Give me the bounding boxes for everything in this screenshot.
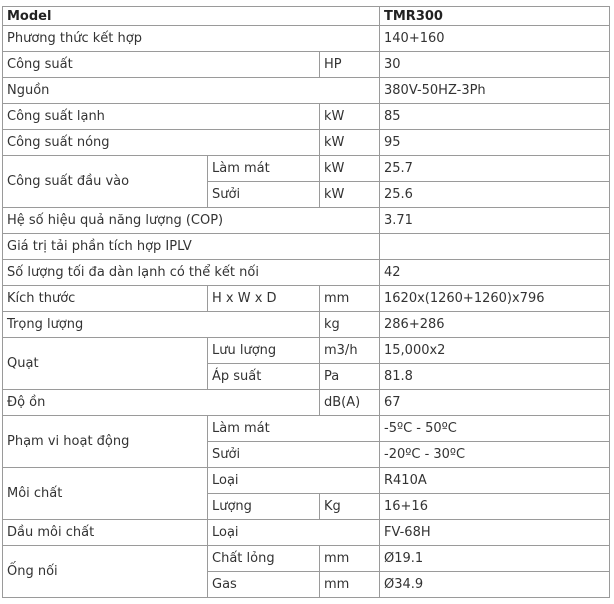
table-row [3, 260, 610, 286]
row-value: 1620x(1260+1260)x796 [380, 286, 610, 312]
row-sublabel: Lượng [208, 494, 320, 520]
header-model-label: Model [3, 7, 380, 26]
row-sublabel: Sưởi [208, 442, 380, 468]
row-sublabel: Chất lỏng [208, 546, 320, 572]
row-value [380, 234, 610, 260]
spec-table [2, 6, 610, 598]
row-label: Môi chất [3, 468, 208, 520]
row-value: 140+160 [380, 26, 610, 52]
row-label: Giá trị tải phần tích hợp IPLV [3, 234, 380, 260]
row-unit: Pa [320, 364, 380, 390]
row-value: -5ºC - 50ºC [380, 416, 610, 442]
table-row [3, 312, 610, 338]
table-row [3, 338, 610, 364]
row-sublabel: H x W x D [208, 286, 320, 312]
row-value: 380V-50HZ-3Ph [380, 78, 610, 104]
table-row [3, 286, 610, 312]
row-label: Số lượng tối đa dàn lạnh có thể kết nối [3, 260, 380, 286]
row-value: -20ºC - 30ºC [380, 442, 610, 468]
table-row [3, 416, 610, 442]
row-label: Công suất [3, 52, 320, 78]
row-label: Kích thước [3, 286, 208, 312]
row-unit: m3/h [320, 338, 380, 364]
table-row [3, 208, 610, 234]
row-unit: mm [320, 546, 380, 572]
table-row [3, 104, 610, 130]
spec-table-wrapper [2, 6, 610, 598]
table-row [3, 520, 610, 546]
row-unit: kW [320, 104, 380, 130]
row-value: 16+16 [380, 494, 610, 520]
table-row [3, 546, 610, 572]
row-label: Ống nối [3, 546, 208, 598]
table-row [3, 130, 610, 156]
row-sublabel: Lưu lượng [208, 338, 320, 364]
row-label: Công suất lạnh [3, 104, 320, 130]
row-unit: kg [320, 312, 380, 338]
table-row [3, 78, 610, 104]
row-sublabel: Làm mát [208, 416, 380, 442]
header-model-value: TMR300 [380, 7, 610, 26]
row-value: 67 [380, 390, 610, 416]
row-label: Phương thức kết hợp [3, 26, 380, 52]
row-value: FV-68H [380, 520, 610, 546]
table-row [3, 234, 610, 260]
row-unit: kW [320, 130, 380, 156]
row-label: Công suất đầu vào [3, 156, 208, 208]
row-value: 81.8 [380, 364, 610, 390]
row-unit: kW [320, 182, 380, 208]
row-sublabel: Làm mát [208, 156, 320, 182]
row-sublabel: Gas [208, 572, 320, 598]
table-row [3, 52, 610, 78]
row-value: Ø19.1 [380, 546, 610, 572]
row-label: Trọng lượng [3, 312, 320, 338]
row-label: Nguồn [3, 78, 380, 104]
table-row [3, 156, 610, 182]
row-value: 25.7 [380, 156, 610, 182]
row-value: 286+286 [380, 312, 610, 338]
row-label: Hệ số hiệu quả năng lượng (COP) [3, 208, 380, 234]
row-label: Dầu môi chất [3, 520, 208, 546]
header-row [3, 7, 610, 26]
row-label: Độ ồn [3, 390, 320, 416]
row-value: 15,000x2 [380, 338, 610, 364]
row-value: 85 [380, 104, 610, 130]
row-unit: Kg [320, 494, 380, 520]
row-value: R410A [380, 468, 610, 494]
row-value: 30 [380, 52, 610, 78]
row-value: 95 [380, 130, 610, 156]
table-row [3, 390, 610, 416]
row-sublabel: Sưởi [208, 182, 320, 208]
row-unit: mm [320, 286, 380, 312]
row-value: 3.71 [380, 208, 610, 234]
table-row [3, 26, 610, 52]
row-label: Phạm vi hoạt động [3, 416, 208, 468]
row-unit: mm [320, 572, 380, 598]
row-value: 42 [380, 260, 610, 286]
row-unit: kW [320, 156, 380, 182]
row-sublabel: Loại [208, 520, 380, 546]
row-label: Quạt [3, 338, 208, 390]
row-unit: HP [320, 52, 380, 78]
row-label: Công suất nóng [3, 130, 320, 156]
row-sublabel: Loại [208, 468, 380, 494]
table-row [3, 468, 610, 494]
row-value: 25.6 [380, 182, 610, 208]
row-unit: dB(A) [320, 390, 380, 416]
row-value: Ø34.9 [380, 572, 610, 598]
row-sublabel: Áp suất [208, 364, 320, 390]
